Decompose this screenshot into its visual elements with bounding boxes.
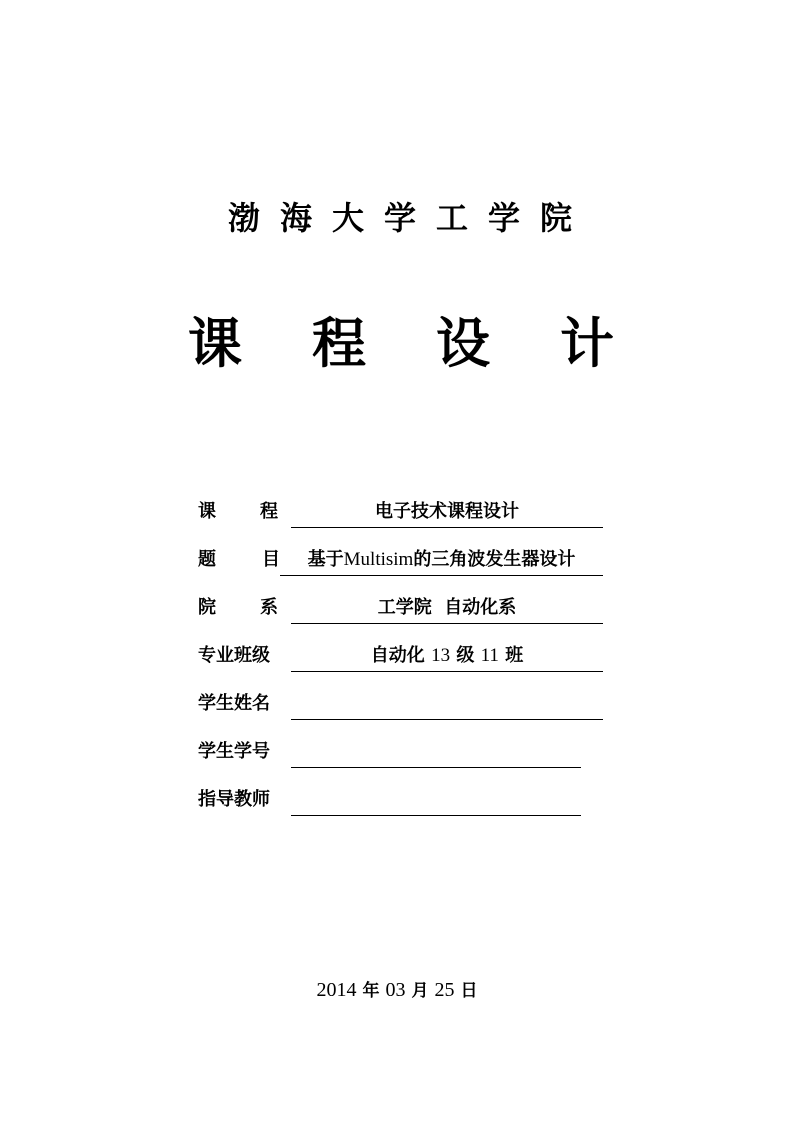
date-day-unit: 日: [460, 981, 478, 1001]
university-title: 渤海大学工学院: [227, 199, 592, 237]
course-row: [198, 497, 618, 527]
student-name-value: [291, 689, 603, 720]
department-label: 院 系: [198, 597, 278, 618]
date-month: 03: [385, 979, 406, 1001]
advisor-row: [198, 785, 618, 815]
class-label: 专业班级: [198, 645, 270, 666]
student-id-label: 学生学号: [198, 741, 270, 762]
department-row: [198, 593, 618, 623]
date-month-unit: 月: [411, 981, 429, 1001]
topic-value: 基于Multisim的三角波发生器设计: [280, 545, 603, 576]
date-year-unit: 年: [362, 981, 380, 1001]
class-value: 自动化 13 级 11 班: [291, 641, 603, 672]
course-label: 课 程: [198, 501, 278, 522]
student-id-value: [291, 737, 581, 768]
date-year: 2014: [316, 979, 357, 1001]
document-type-title: 课程设计: [188, 311, 684, 375]
topic-row: [198, 545, 618, 575]
topic-label: 题 目: [198, 549, 280, 570]
advisor-value: [291, 785, 581, 816]
advisor-label: 指导教师: [198, 789, 270, 810]
date-line: [0, 975, 800, 1006]
student-id-row: [198, 737, 618, 767]
department-value: 工学院 自动化系: [291, 593, 603, 624]
student-name-row: [198, 689, 618, 719]
student-name-label: 学生姓名: [198, 693, 270, 714]
course-value: 电子技术课程设计: [291, 497, 603, 528]
date-day: 25: [434, 979, 455, 1001]
class-row: [198, 641, 618, 671]
